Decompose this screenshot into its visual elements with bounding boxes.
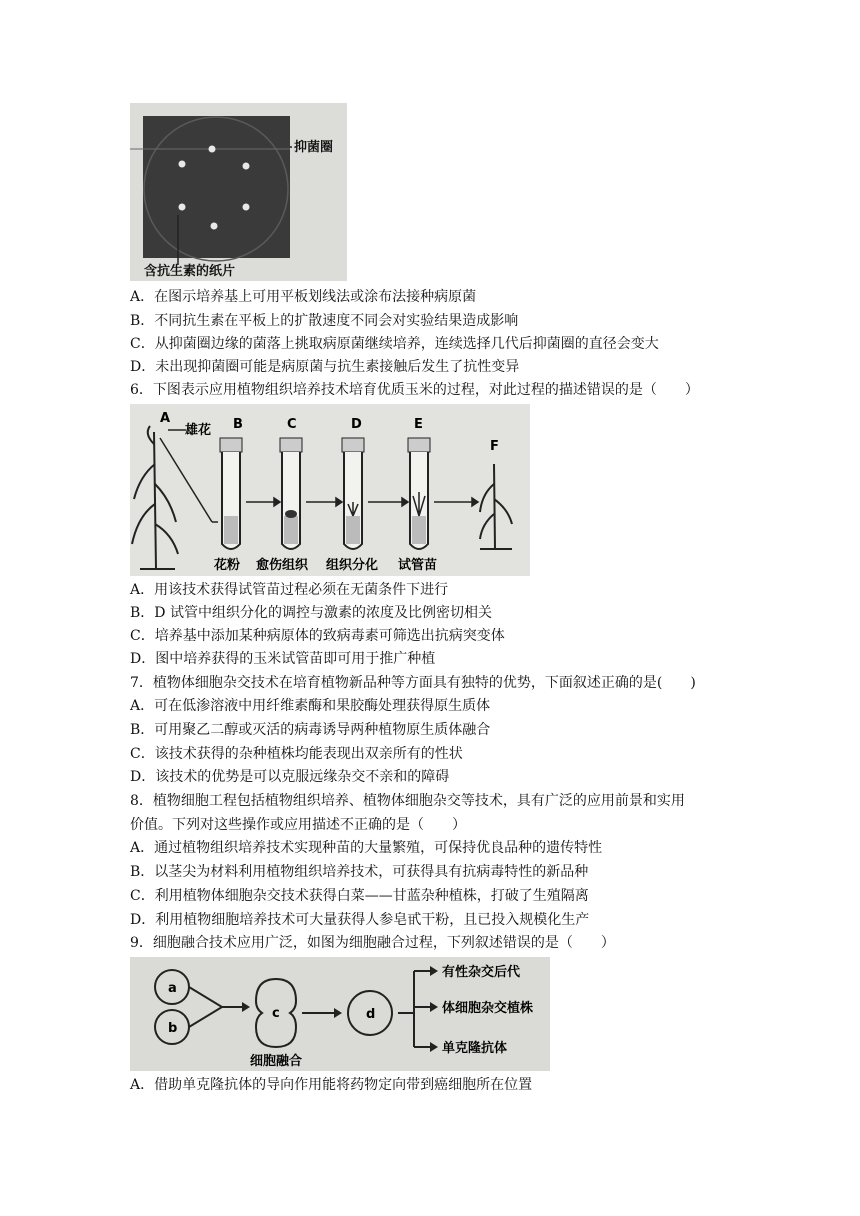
output-monoclonal-antibody: 单克隆抗体: [442, 1041, 508, 1056]
test-tube-e: [408, 438, 430, 549]
label-cell-c: c: [272, 1006, 280, 1021]
label-cell-d: d: [366, 1007, 376, 1022]
label-f: F: [490, 439, 499, 454]
q6-option-d: D．图中培养获得的玉米试管苗即可用于推广种植: [130, 651, 436, 667]
q6-option-a: A．用该技术获得试管苗过程必须在无菌条件下进行: [130, 582, 449, 598]
label-c: C: [287, 417, 297, 432]
tissue-culture-diagram: [130, 404, 530, 576]
figure-antibiotic-dish: [130, 103, 347, 281]
q8-stem-line1: 8．植物细胞工程包括植物组织培养、植物体细胞杂交等技术，具有广泛的应用前景和实用: [130, 793, 685, 809]
q9-stem: 9．细胞融合技术应用广泛，如图为细胞融合过程，下列叙述错误的是（ ）: [130, 935, 615, 951]
label-inhibition-zone: 抑菌圈: [294, 140, 334, 155]
cell-fusion-diagram: [130, 957, 550, 1071]
q6-option-b: B．D 试管中组织分化的调控与激素的浓度及比例密切相关: [130, 605, 492, 621]
q6-option-c: C．培养基中添加某种病原体的致病毒素可筛选出抗病突变体: [130, 628, 505, 644]
q5-option-b: B．不同抗生素在平板上的扩散速度不同会对实验结果造成影响: [130, 313, 519, 329]
output-sexual-hybrid: 有性杂交后代: [442, 965, 521, 980]
label-b: B: [233, 417, 243, 432]
label-antibiotic-paper: 含抗生素的纸片: [144, 264, 236, 279]
caption-callus: 愈伤组织: [256, 558, 309, 573]
caption-pollen: 花粉: [214, 558, 241, 573]
q5-option-a: A．在图示培养基上可用平板划线法或涂布法接种病原菌: [130, 289, 477, 305]
q7-stem: 7．植物体细胞杂交技术在培育植物新品种等方面具有独特的优势，下面叙述正确的是( ): [130, 675, 696, 691]
paper-disc: [211, 223, 218, 230]
paper-disc: [243, 204, 250, 211]
label-a: A: [160, 411, 171, 426]
q8-option-b: B．以茎尖为材料利用植物组织培养技术，可获得具有抗病毒特性的新品种: [130, 864, 589, 880]
q7-option-c: C．该技术获得的杂种植株均能表现出双亲所有的性状: [130, 746, 463, 762]
caption-differentiation: 组织分化: [326, 558, 379, 573]
q8-option-c: C．利用植物体细胞杂交技术获得白菜——甘蓝杂种植株，打破了生殖隔离: [130, 888, 589, 904]
caption-plantlet: 试管苗: [398, 558, 438, 573]
figure-cell-fusion: [130, 957, 550, 1071]
label-e: E: [414, 417, 423, 432]
output-somatic-hybrid: 体细胞杂交植株: [442, 1001, 534, 1016]
petri-dish-photo: [130, 103, 347, 281]
label-cell-b: b: [168, 1021, 178, 1036]
caption-cell-fusion: 细胞融合: [250, 1054, 303, 1069]
label-male-flower: 雄花: [185, 423, 212, 438]
test-tube-c: [280, 438, 302, 549]
paper-disc: [179, 161, 186, 168]
q7-option-b: B．可用聚乙二醇或灭活的病毒诱导两种植物原生质体融合: [130, 722, 491, 738]
q5-option-d: D．未出现抑菌圈可能是病原菌与抗生素接触后发生了抗性变异: [130, 359, 520, 375]
q6-stem: 6．下图表示应用植物组织培养技术培育优质玉米的过程，对此过程的描述错误的是（ ）: [130, 382, 699, 398]
paper-disc: [243, 163, 250, 170]
label-cell-a: a: [168, 981, 177, 996]
q5-option-c: C．从抑菌圈边缘的菌落上挑取病原菌继续培养，连续选择几代后抑菌圈的直径会变大: [130, 336, 659, 352]
test-tube-d: [342, 438, 364, 549]
paper-disc: [179, 204, 186, 211]
label-d: D: [351, 417, 362, 432]
test-tube-b: [220, 438, 242, 549]
q8-stem-line2: 价值。下列对这些操作或应用描述不正确的是（ ）: [130, 817, 466, 833]
q8-option-d: D．利用植物细胞培养技术可大量获得人参皂甙干粉，且已投入规模化生产: [130, 912, 590, 928]
q7-option-d: D．该技术的优势是可以克服远缘杂交不亲和的障碍: [130, 769, 450, 785]
q7-option-a: A．可在低渗溶液中用纤维素酶和果胶酶处理获得原生质体: [130, 698, 491, 714]
q8-option-a: A．通过植物组织培养技术实现种苗的大量繁殖，可保持优良品种的遗传特性: [130, 840, 603, 856]
q9-option-a: A．借助单克隆抗体的导向作用能将药物定向带到癌细胞所在位置: [130, 1077, 533, 1093]
paper-disc: [209, 146, 216, 153]
figure-tissue-culture: [130, 404, 530, 576]
